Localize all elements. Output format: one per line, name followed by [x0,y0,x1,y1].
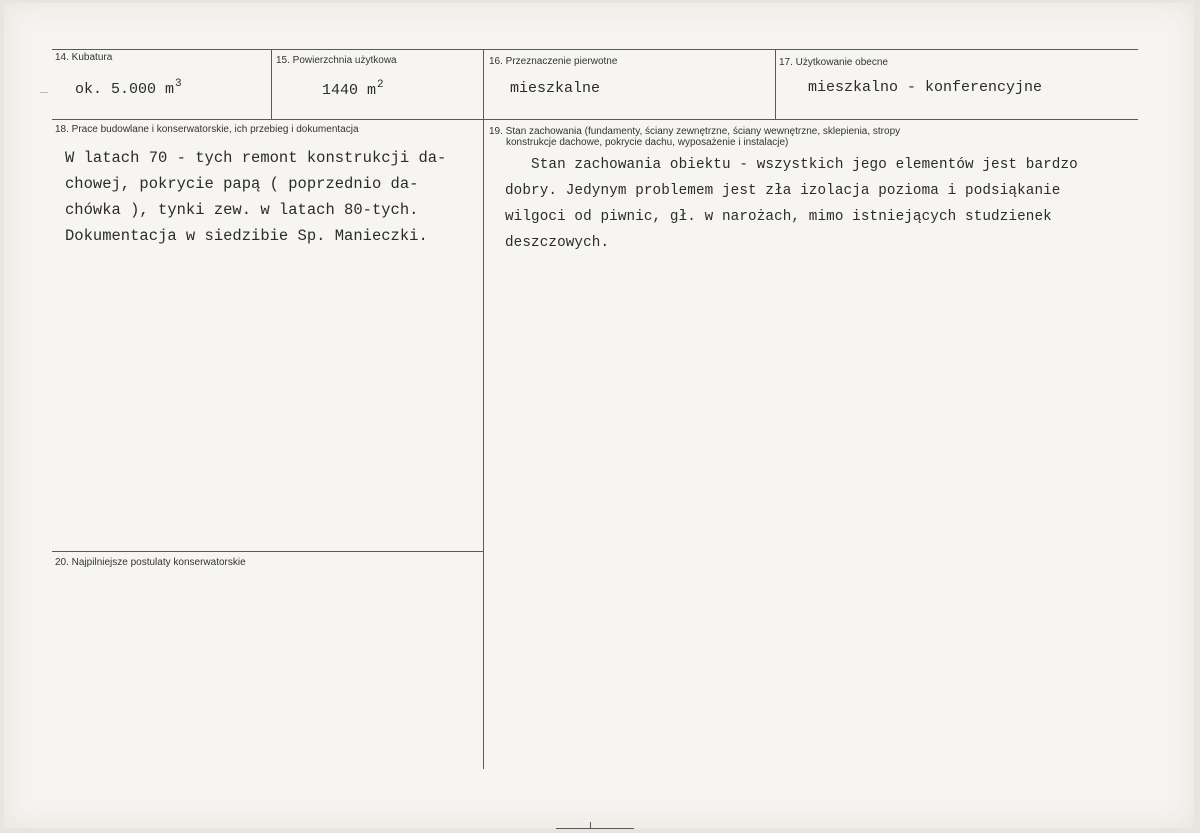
bottom-tick [556,828,634,829]
field-14-value [75,78,182,98]
field-19-label-line-1: 19. Stan zachowania (fundamenty, ściany zewnętrzne, ściany wewnętrzne, sklepienia, stropy [489,126,901,137]
field-16-value: mieszkalne [510,80,601,97]
row-divider-2 [52,551,483,552]
field-18-text [65,145,446,249]
field-18-line: chówka ), tynki zew. w latach 80-tych. [65,201,419,219]
field-18-line: Dokumentacja w siedzibie Sp. Manieczki. [65,227,428,245]
field-15-label: 15. Powierzchnia użytkowa [276,55,397,66]
field-18-line: chowej, pokrycie papą ( poprzednio da- [65,175,419,193]
row-divider-1 [52,119,1138,120]
field-20-label: 20. Najpilniejsze postulaty konserwatorskie [55,557,246,568]
field-17-value: mieszkalno - konferencyjne [808,79,1043,96]
field-15-value-text: 1440 m [322,82,377,99]
field-19-text [505,152,1078,256]
field-18-label: 18. Prace budowlane i konserwatorskie, ich przebieg i dokumentacja [55,124,359,135]
field-15-value [322,79,384,99]
bottom-tick-mark [590,822,591,829]
field-19-line: dobry. Jedynym problemem jest zła izolacja pozioma i podsiąkanie [505,183,1061,199]
left-dash-mark [40,92,48,93]
field-18-line: W latach 70 - tych remont konstrukcji da- [65,149,447,167]
field-19-line: wilgoci od piwnic, gł. w narożach, mimo istniejących studzienek [505,209,1052,225]
field-14-label: 14. Kubatura [55,52,113,63]
field-19-line: deszczowych. [505,235,610,251]
field-15-unit-exponent: 2 [377,79,384,91]
field-16-label: 16. Przeznaczenie pierwotne [489,56,618,67]
field-19-label-line-2: konstrukcje dachowe, pokrycie dachu, wyposażenie i instalacje) [506,137,789,148]
field-19-line: Stan zachowania obiektu - wszystkich jego elementów jest bardzo [505,157,1078,173]
field-17-label: 17. Użytkowanie obecne [779,57,888,68]
top-rule [52,49,1138,50]
field-14-value-text: ok. 5.000 m [75,81,175,98]
col-divider-16 [483,49,484,769]
field-14-unit-exponent: 3 [175,78,182,90]
col-divider-15 [271,49,272,119]
col-divider-17 [775,49,776,119]
